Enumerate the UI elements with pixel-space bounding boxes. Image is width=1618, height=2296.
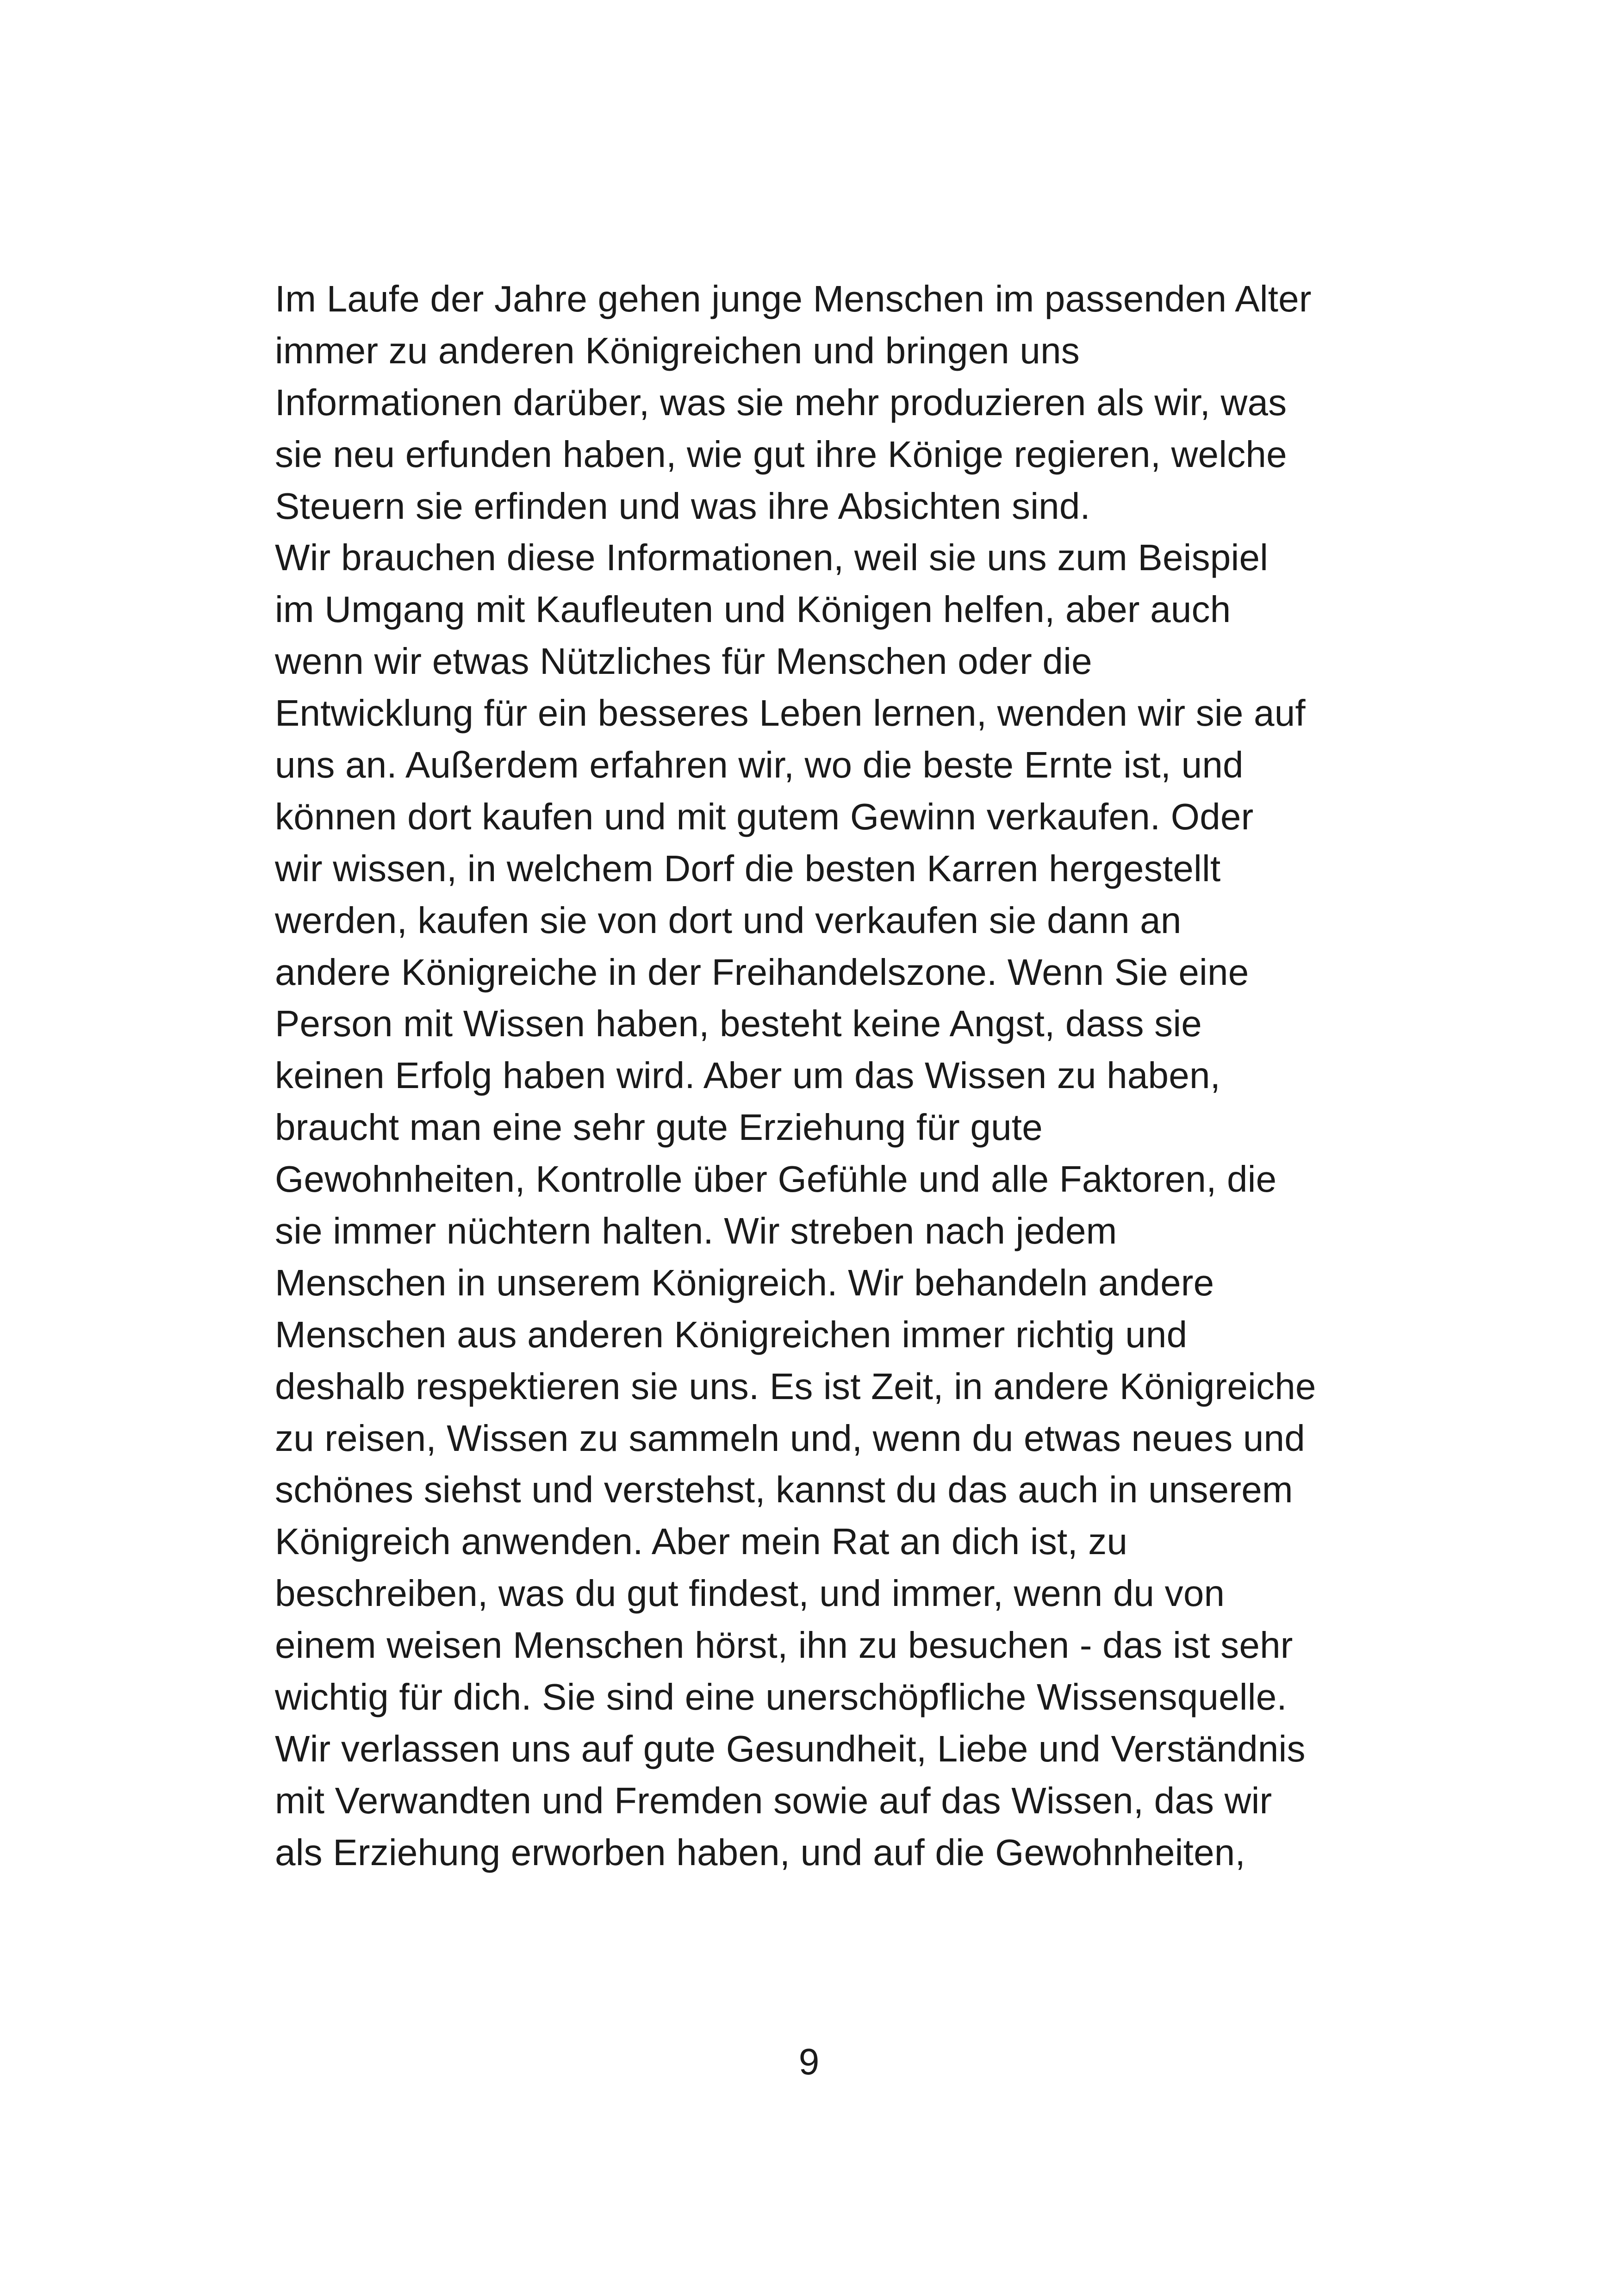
text-line: Wir brauchen diese Informationen, weil sie uns zum Beispiel [275, 537, 1269, 579]
text-line: beschreiben, was du gut findest, und immer, wenn du von [275, 1573, 1225, 1614]
text-line: wichtig für dich. Sie sind eine unerschöpfliche Wissensquelle. [275, 1676, 1287, 1718]
text-line: Im Laufe der Jahre gehen junge Menschen im passenden Alter [275, 278, 1312, 319]
text-line: zu reisen, Wissen zu sammeln und, wenn du etwas neues und [275, 1417, 1305, 1459]
text-line: einem weisen Menschen hörst, ihn zu besuchen - das ist sehr [275, 1624, 1293, 1666]
text-line: Königreich anwenden. Aber mein Rat an dich ist, zu [275, 1521, 1128, 1562]
text-line: braucht man eine sehr gute Erziehung für gute [275, 1107, 1043, 1148]
text-line: wenn wir etwas Nützliches für Menschen oder die [275, 641, 1092, 682]
text-line: im Umgang mit Kaufleuten und Königen helfen, aber auch [275, 589, 1231, 630]
text-line: keinen Erfolg haben wird. Aber um das Wissen zu haben, [275, 1055, 1221, 1096]
text-line: Entwicklung für ein besseres Leben lernen, wenden wir sie auf [275, 692, 1306, 734]
text-line: sie immer nüchtern halten. Wir streben nach jedem [275, 1210, 1117, 1252]
text-line: als Erziehung erworben haben, und auf die Gewohnheiten, [275, 1831, 1245, 1873]
text-line: deshalb respektieren sie uns. Es ist Zeit, in andere Königreiche [275, 1365, 1316, 1407]
text-line: uns an. Außerdem erfahren wir, wo die beste Ernte ist, und [275, 744, 1244, 786]
body-text [275, 273, 1395, 1879]
text-line: Person mit Wissen haben, besteht keine Angst, dass sie [275, 1003, 1202, 1045]
text-line: Wir verlassen uns auf gute Gesundheit, Liebe und Verständnis [275, 1728, 1306, 1769]
text-line: werden, kaufen sie von dort und verkaufen sie dann an [275, 899, 1182, 941]
text-line: Steuern sie erfinden und was ihre Absichten sind. [275, 485, 1090, 527]
page-number: 9 [798, 2041, 820, 2082]
text-line: andere Königreiche in der Freihandelszone. Wenn Sie eine [275, 951, 1249, 993]
text-line: Menschen aus anderen Königreichen immer richtig und [275, 1313, 1188, 1355]
text-line: können dort kaufen und mit gutem Gewinn verkaufen. Oder [275, 796, 1254, 837]
text-line: Gewohnheiten, Kontrolle über Gefühle und alle Faktoren, die [275, 1158, 1277, 1200]
text-line: sie neu erfunden haben, wie gut ihre Könige regieren, welche [275, 433, 1287, 475]
text-line: mit Verwandten und Fremden sowie auf das Wissen, das wir [275, 1780, 1272, 1821]
text-line: Menschen in unserem Königreich. Wir behandeln andere [275, 1262, 1214, 1303]
text-line: wir wissen, in welchem Dorf die besten Karren hergestellt [275, 847, 1221, 889]
text-line: schönes siehst und verstehst, kannst du das auch in unserem [275, 1469, 1293, 1511]
text-line: immer zu anderen Königreichen und bringen uns [275, 330, 1080, 371]
text-line: Informationen darüber, was sie mehr produzieren als wir, was [275, 381, 1287, 423]
